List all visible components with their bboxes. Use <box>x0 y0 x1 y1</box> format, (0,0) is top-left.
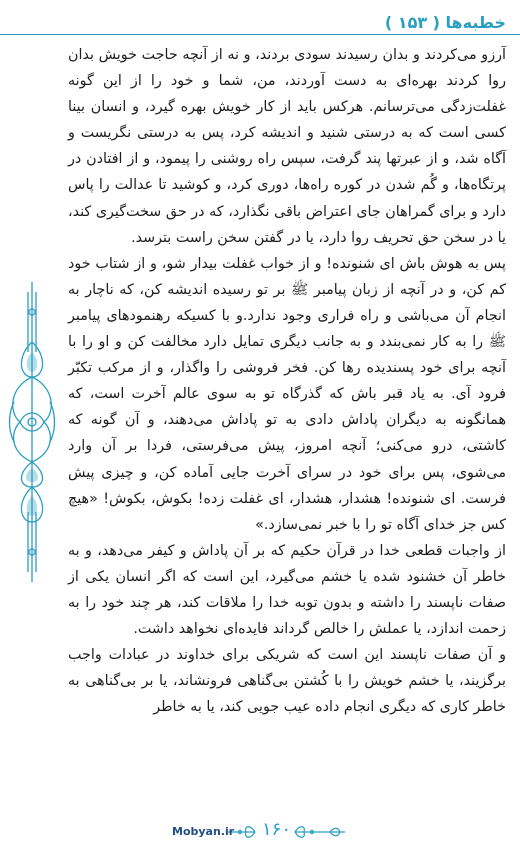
page-header <box>68 8 506 36</box>
paragraph: آرزو می‌کردند و بدان رسیدند سودی بردند، و نه از آنچه حاجت خویش بدان روا کردند بهره‌ای به دست آوردند، من، شما و خود را از این گونه غفلت‌زدگی می‌ترسانم. هرکس باید از کار خویش بهره گیرد، و انسان بینا کسی است که به درستی شنید و اندیشه کرد، پس به درستی نگریست و آگاه شد، و از عبرتها پند گرفت، سپس راه روشنی را پیمود، و از افتادن در پرتگاه‌ها، و گُم شدن در کوره راه‌ها، دوری کرد، و کوشید تا عدالت را پاس دارد و برای گمراهان جای اعتراض باقی نگذارد، که در حق سخت‌گیری کند، یا در سخن حق تحریف روا دارد، یا در گفتن سخن راست بترسد. <box>68 47 506 246</box>
paragraph: و آن صفات ناپسند این است که شریکی برای خداوند در عبادات واجب برگزیند، یا خشم خویش را با کُشتن بی‌گناهی فرونشاند، یا بر بی‌گناهی به خاطر کاری که دیگری انجام داده عیب جویی کند، یا به خاطر <box>68 647 506 716</box>
page-body <box>68 42 506 809</box>
page-footer <box>0 817 520 847</box>
site-watermark[interactable]: Mobyan.ir <box>172 825 235 838</box>
paragraph: از واجبات قطعی خدا در قرآن حکیم که بر آن پاداش و کیفر می‌دهد، و به خاطر آن خشنود شده یا خشم می‌گیرد، این است که اگر انسان یکی از صفات ناپسند را داشته و بدون توبه خدا را ملاقات کند، هر چند خود را به زحمت اندازد، یا عملش را خالص گرداند فایده‌ای نخواهد داشت. <box>68 542 506 638</box>
header-divider <box>0 34 520 35</box>
arabesque-ornament-icon <box>6 282 58 582</box>
paragraph: پس به هوش باش ای شنونده! و از خواب غفلت بیدار شو، و از شتاب خود کم کن، و در آنچه از زبان پیامبر ﷺ بر تو رسیده اندیشه کن، که ناچار به انجام آن می‌باشی و راه فراری وجود ندارد.و با کسیکه رهنمودهای پیامبر ﷺ را به کار نمی‌بندد و به جانب دیگری تمایل دارد مخالفت کن و او را با آنچه برای خود پسندیده رها کن. فخر فروشی را واگذار، و از مرکب تکبّر فرود آی. به یاد قبر باش که گذرگاه تو به سوی عالم آخرت است، که همانگونه به دیگران پاداش دادی به تو پاداش می‌دهند، و آن گونه که کاشتی، درو می‌کنی؛ آنچه امروز، پیش می‌فرستی، فردا بر آن وارد می‌شوی، پس برای خود در سرای آخرت جایی آماده کن، و چیزی پیش فرست. ای شنونده! هشدار، هشدار، ای غفلت زده! بکوش، بکوش! «هیچ کس جز خدای آگاه تو را با خبر نمی‌سازد.» <box>68 255 506 533</box>
page-title: خطبه‌ها ( ۱۵۳ ) <box>384 12 506 32</box>
page-number: ۱۶۰ <box>262 819 292 840</box>
scroll-divider-icon <box>0 817 520 847</box>
